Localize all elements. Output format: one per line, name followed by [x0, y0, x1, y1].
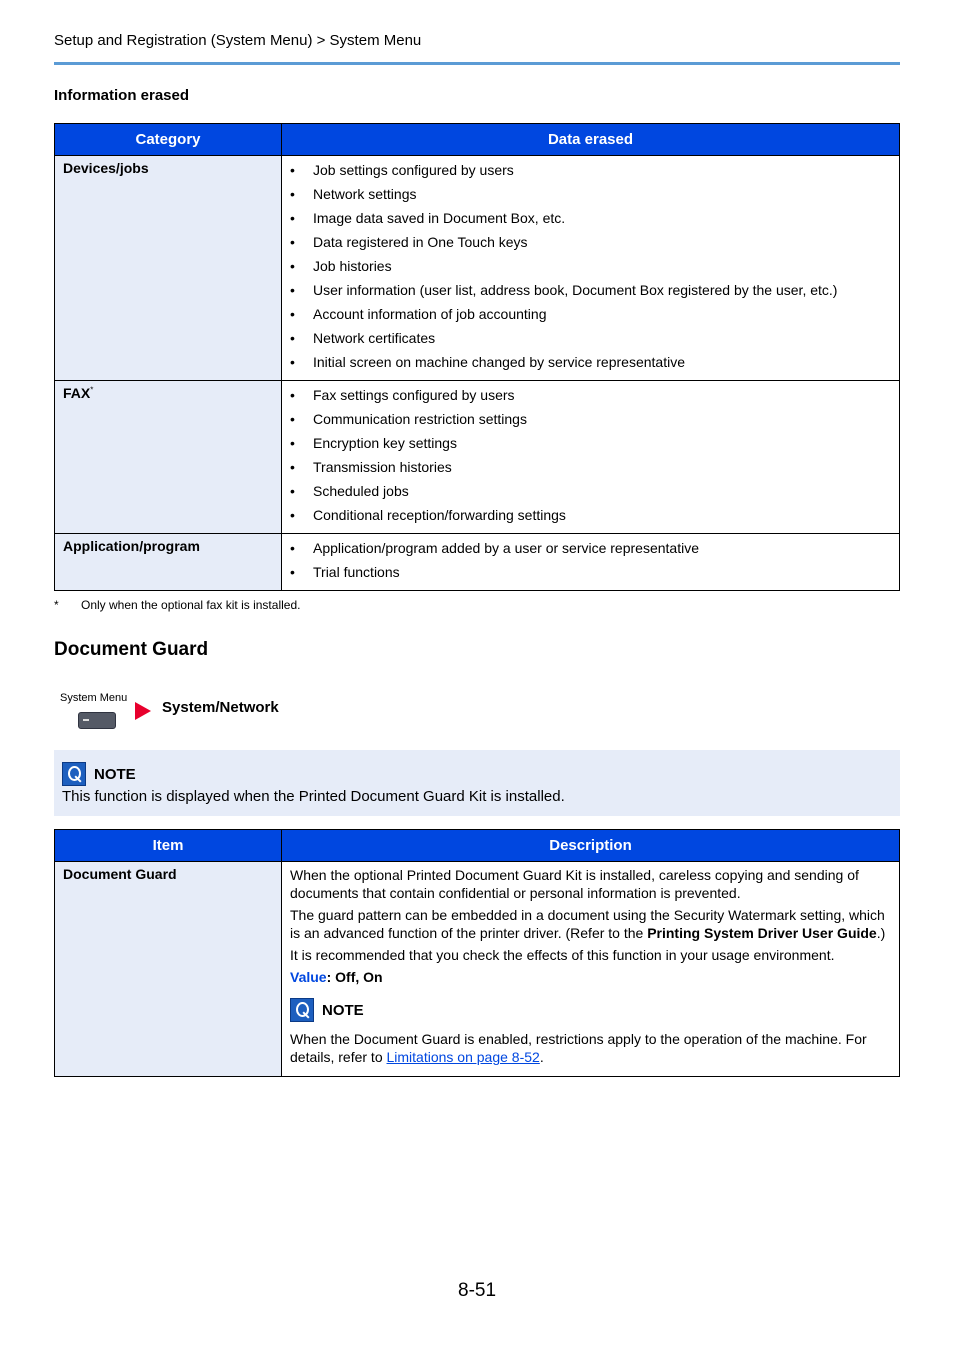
items-cell: [282, 534, 900, 591]
column-header-description: Description: [282, 830, 900, 862]
list-item: • Scheduled jobs: [290, 479, 891, 503]
category-cell: [55, 156, 282, 381]
bullet-list: [290, 536, 891, 584]
item-cell: [55, 862, 282, 1077]
note-text: This function is displayed when the Printed Document Guard Kit is installed.: [62, 788, 565, 805]
list-item: • Transmission histories: [290, 455, 891, 479]
value-text: : Off, On: [326, 969, 383, 985]
list-item: • Communication restriction settings: [290, 407, 891, 431]
list-item: • Application/program added by a user or service representative: [290, 536, 891, 560]
description-cell: [282, 862, 900, 1077]
menu-path: System/Network: [162, 699, 279, 716]
table-row: [55, 862, 900, 1077]
bullet-list: [290, 383, 891, 527]
list-item: • Network settings: [290, 182, 891, 206]
list-item: • User information (user list, address book, Document Box registered by the user, etc.): [290, 278, 891, 302]
list-item: • Job settings configured by users: [290, 158, 891, 182]
inner-note-header: [290, 998, 891, 1022]
list-item: • Conditional reception/forwarding settings: [290, 503, 891, 527]
page-number: 8-51: [458, 1280, 497, 1301]
category-label: FAX: [63, 385, 91, 401]
category-cell: [55, 381, 282, 534]
note-header: [62, 762, 136, 786]
header-rule: [54, 62, 900, 65]
list-item: • Encryption key settings: [290, 431, 891, 455]
list-item: • Data registered in One Touch keys: [290, 230, 891, 254]
inner-note-body: When the Document Guard is enabled, restrictions apply to the operation of the machine. For details, refer to: [290, 1031, 867, 1065]
description-paragraph: [290, 906, 891, 942]
description-text: .): [876, 925, 886, 941]
system-menu-key-label: System Menu: [60, 692, 128, 704]
value-label: Value: [290, 969, 327, 985]
arrow-right-icon: [135, 702, 151, 720]
list-item: • Trial functions: [290, 560, 891, 584]
column-header-item: Item: [55, 830, 282, 862]
system-menu-key-icon: [58, 692, 130, 732]
list-item: • Job histories: [290, 254, 891, 278]
table-row: [55, 534, 900, 591]
description-text: The guard pattern can be embedded in a document using the Security Watermark setting, which is an advanced function of the printer driver. (Refer to the: [290, 907, 885, 941]
footnote-text: Only when the optional fax kit is installed.: [81, 598, 301, 612]
column-header-category: Category: [55, 124, 282, 156]
items-cell: [282, 381, 900, 534]
key-button-icon: [78, 712, 116, 729]
breadcrumb: Setup and Registration (System Menu) > System Menu: [54, 32, 422, 49]
note-box: [54, 750, 900, 816]
guide-reference: Printing System Driver User Guide: [647, 925, 877, 941]
list-item: • Account information of job accounting: [290, 302, 891, 326]
list-item: • Fax settings configured by users: [290, 383, 891, 407]
list-item: • Image data saved in Document Box, etc.: [290, 206, 891, 230]
list-item: • Network certificates: [290, 326, 891, 350]
table-row: [55, 381, 900, 534]
footnote-marker: *: [90, 385, 94, 395]
document-guard-table: [54, 829, 900, 1077]
inner-note-title: NOTE: [322, 1001, 364, 1019]
footnote: [54, 598, 300, 612]
category-label: Devices/jobs: [63, 160, 149, 176]
note-icon: [290, 998, 314, 1022]
inner-note-end: .: [539, 1049, 544, 1065]
information-erased-table: [54, 123, 900, 591]
description-paragraph: When the optional Printed Document Guard Kit is installed, careless copying and sending of documents that contain confidential or personal information is prevented.: [290, 867, 859, 901]
list-item: • Initial screen on machine changed by service representative: [290, 350, 891, 374]
section-title-document-guard: Document Guard: [54, 639, 209, 660]
note-icon: [62, 762, 86, 786]
column-header-data-erased: Data erased: [282, 124, 900, 156]
inner-note-text: [290, 1030, 891, 1066]
footnote-mark: *: [54, 598, 59, 612]
note-title: NOTE: [94, 765, 136, 783]
bullet-list: [290, 158, 891, 374]
category-cell: [55, 534, 282, 591]
table-row: [55, 156, 900, 381]
description-paragraph: It is recommended that you check the effects of this function in your usage environment.: [290, 947, 835, 963]
value-line: [290, 968, 891, 986]
section-heading-information-erased: Information erased: [54, 87, 190, 104]
limitations-link[interactable]: Limitations on page 8-52: [386, 1049, 540, 1065]
item-label: Document Guard: [63, 866, 177, 882]
category-label: Application/program: [63, 538, 200, 554]
items-cell: [282, 156, 900, 381]
